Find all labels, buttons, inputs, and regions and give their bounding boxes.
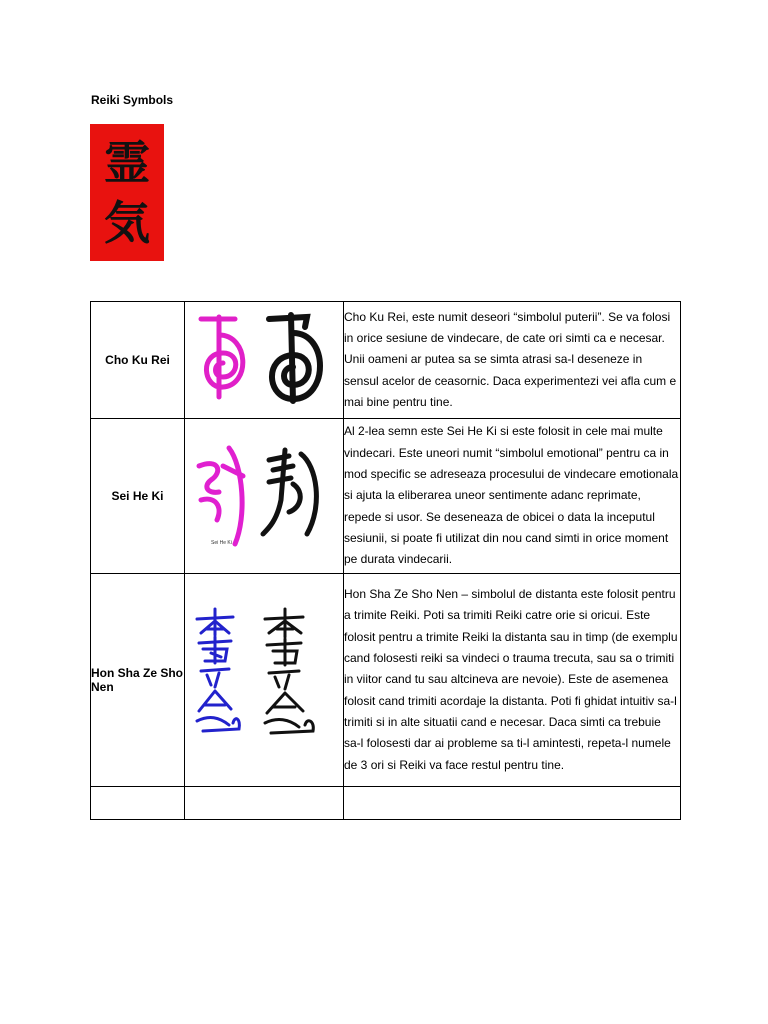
table-row [91,419,681,574]
hon-sha-ze-sho-nen-blue [197,609,239,731]
hon-sha-ze-sho-nen-black [265,609,313,733]
kanji-rei: 霊 [104,135,150,190]
empty-image-cell [185,787,344,820]
symbols-table [90,301,681,820]
cho-ku-rei-black [269,315,320,401]
hon-sha-ze-sho-nen-symbols [189,605,339,755]
sei-he-ki-magenta [199,448,243,544]
kanji-ki: 気 [104,195,150,250]
symbol-description [344,787,681,820]
cho-ku-rei-image [185,302,344,419]
document-title: Reiki Symbols [91,93,174,107]
symbol-name: Cho Ku Rei [91,302,185,419]
sei-he-ki-caption: Sei He Ki [211,540,232,546]
symbol-name [91,787,185,820]
symbol-description: Hon Sha Ze Sho Nen – simbolul de distanta este folosit pentru a trimite Reiki. Poti sa trimiti Reiki catre orie si oricui. Este folosit pentru a trimite Reiki la distanta sau in timp (de exemplu cand folosesti reiki sa vindeci o trauma trecuta, sau sa o trimiti in viitor cand tu sau altcineva are nevoie). Este de asemenea folosit cand trimiti acordaje la distanta. Poti fi ghidat intuitiv sa-l trimiti si in alte situatii cand e necesar. Daca simti ca trebuie sa-l folosesti dar ai probleme sa ti-l amintesti, repeta-l numele de 3 ori si Reiki va face restul pentru tine. [344,574,681,787]
sei-he-ki-image [185,419,344,574]
table-row [91,574,681,787]
symbol-description: Cho Ku Rei, este numit deseori “simbolul puterii”. Se va folosi in orice sesiune de vindecare, de cate ori simti ca e necesar. Unii oameni ar putea sa se simta atrasi sa-l deseneze in sensul acelor de ceasornic. Daca experimentezi vei afla cum e mai bine pentru tine. [344,302,681,419]
table-row [91,787,681,820]
cho-ku-rei-magenta [201,317,243,397]
reiki-kanji-image [90,124,164,261]
hon-sha-ze-sho-nen-image [185,574,344,787]
symbol-description: Al 2-lea semn este Sei He Ki si este folosit in cele mai multe vindecari. Este uneori numit “simbolul emotional” pentru ca in mod specific se adreseaza procesului de vindecare emotionala si ajuta la eliberarea uneor sentimente adanc reprimate, repede si usor. Se deseneaza de obicei o data la inceputul sesiunii, si poate fi utilizat din nou cand simti in orice moment pe durata vindecarii. [344,419,681,574]
symbol-name: Sei He Ki [91,419,185,574]
table-row [91,302,681,419]
sei-he-ki-symbols [189,436,339,556]
symbol-name: Hon Sha Ze Sho Nen [91,574,185,787]
cho-ku-rei-symbols [189,305,339,415]
sei-he-ki-black [263,450,316,534]
